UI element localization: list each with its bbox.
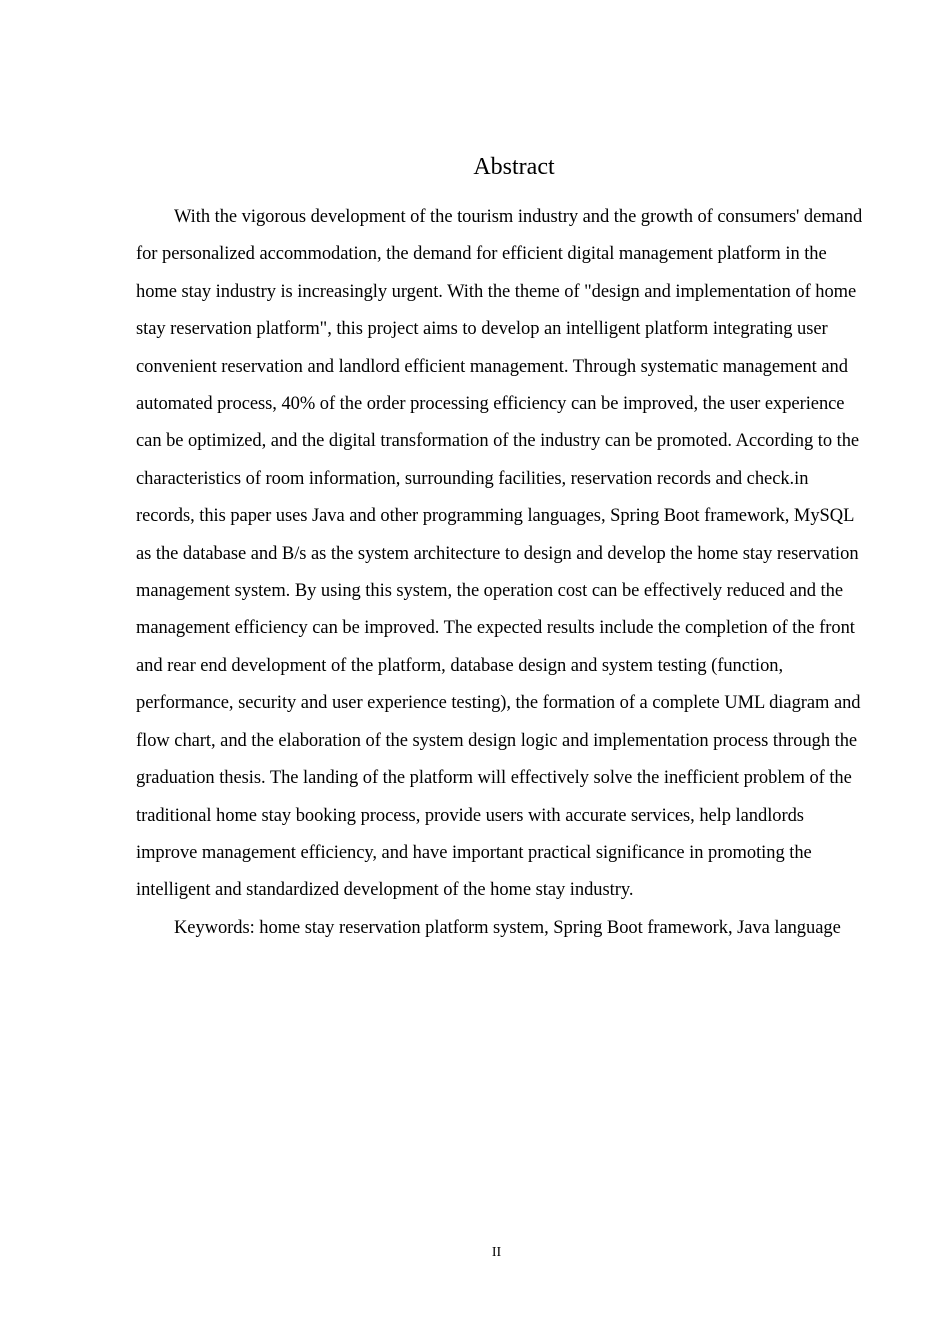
abstract-paragraph: With the vigorous development of the tourism industry and the growth of consumers' demand for personalized accommodation, the demand for efficient digital management platform in the home stay industry is increasingly urgent. With the theme of "design and implementation of home stay reservation platform", this project aims to develop an intelligent platform integrating user convenient reservation and landlord efficient management. Through systematic management and automated process, 40% of the order processing efficiency can be improved, the user experience can be optimized, and the digital transformation of the industry can be promoted. According to the characteristics of room information, surrounding facilities, reservation records and check.in records, this paper uses Java and other programming languages, Spring Boot framework, MySQL as the database and B/s as the system architecture to design and develop the home stay reservation management system. By using this system, the operation cost can be effectively reduced and the management efficiency can be improved. The expected results include the completion of the front and rear end development of the platform, database design and system testing (function, performance, security and user experience testing), the formation of a complete UML diagram and flow chart, and the elaboration of the system design logic and implementation process through the graduation thesis. The landing of the platform will effectively solve the inefficient problem of the traditional home stay booking process, provide users with accurate services, help landlords improve management efficiency, and have important practical significance in promoting the intelligent and standardized development of the home stay industry.: [136, 207, 863, 901]
abstract-body: [136, 199, 866, 947]
page-number: II: [491, 1245, 502, 1260]
abstract-title: Abstract: [473, 154, 555, 180]
keywords-paragraph: Keywords: home stay reservation platform system, Spring Boot framework, Java language: [174, 917, 841, 938]
